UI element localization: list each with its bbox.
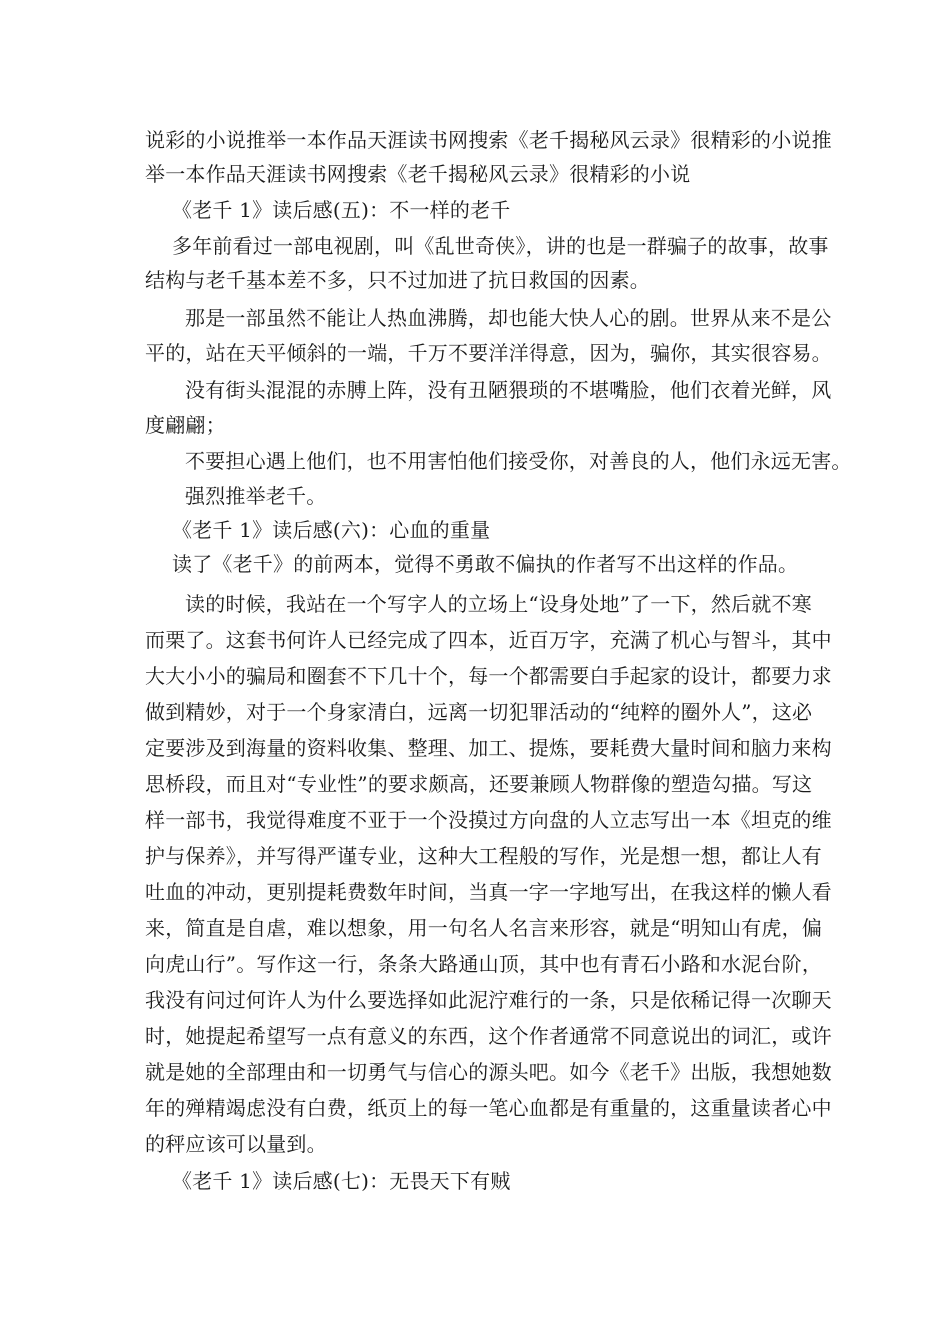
text-line: 没有街头混混的赤膊上阵，没有丑陋猥琐的不堪嘴脸，他们衣着光鲜，风 — [185, 378, 832, 402]
text-line: 年的殚精竭虑没有白费，纸页上的每一笔心血都是有重量的，这重量读者心中 — [145, 1096, 832, 1120]
text-line: 大大小小的骗局和圈套不下几十个，每一个都需要白手起家的设计，都要力求 — [145, 664, 832, 688]
text-line: 的秤应该可以量到。 — [145, 1132, 327, 1156]
text-line: 向虎山行”。写作这一行，条条大路通山顶，其中也有青石小路和水泥台阶， — [145, 952, 823, 976]
text-line: 护与保养》，并写得严谨专业，这种大工程般的写作，光是想一想，都让人有 — [145, 844, 822, 868]
text-line: 说彩的小说推举一本作品天涯读书网搜索《老千揭秘风云录》很精彩的小说推 — [145, 128, 832, 152]
text-line: 结构与老千基本差不多，只不过加进了抗日救国的因素。 — [145, 268, 650, 292]
text-line: 举一本作品天涯读书网搜索《老千揭秘风云录》很精彩的小说 — [145, 162, 691, 186]
text-line: 就是她的全部理由和一切勇气与信心的源头吧。如今《老千》出版，我想她数 — [145, 1060, 832, 1084]
text-line: 那是一部虽然不能让人热血沸腾，却也能大快人心的剧。世界从来不是公 — [185, 306, 832, 330]
section-heading: 《老千 1》读后感(七)：无畏天下有贼 — [172, 1169, 511, 1193]
text-line: 多年前看过一部电视剧，叫《乱世奇侠》，讲的也是一群骗子的故事，故事 — [172, 234, 829, 258]
text-line: 不要担心遇上他们，也不用害怕他们接受你，对善良的人，他们永远无害。 — [185, 449, 852, 473]
text-line: 度翩翩； — [145, 413, 226, 437]
section-heading: 《老千 1》读后感(六)：心血的重量 — [172, 518, 491, 542]
text-line: 读了《老千》的前两本，觉得不勇敢不偏执的作者写不出这样的作品。 — [172, 552, 799, 576]
text-line: 时，她提起希望写一点有意义的东西，这个作者通常不同意说出的词汇，或许 — [145, 1024, 832, 1048]
text-line: 来，简直是自虐，难以想象，用一句名人名言来形容，就是“明知山有虎，偏 — [145, 916, 823, 940]
text-line: 样一部书，我觉得难度不亚于一个没摸过方向盘的人立志写出一本《坦克的维 — [145, 808, 832, 832]
text-line: 定要涉及到海量的资料收集、整理、加工、提炼，要耗费大量时间和脑力来构 — [145, 736, 832, 760]
section-heading: 《老千 1》读后感(五)：不一样的老千 — [172, 198, 511, 222]
text-line: 我没有问过何许人为什么要选择如此泥泞难行的一条，只是依稀记得一次聊天 — [145, 988, 832, 1012]
text-line: 读的时候，我站在一个写字人的立场上“设身处地”了一下，然后就不寒 — [185, 592, 812, 616]
text-line: 做到精妙，对于一个身家清白，远离一切犯罪活动的“纯粹的圈外人”，这必 — [145, 700, 813, 724]
text-line: 思桥段，而且对“专业性”的要求颇高，还要兼顾人物群像的塑造勾描。写这 — [145, 772, 813, 796]
text-line: 强烈推举老千。 — [185, 484, 327, 508]
text-line: 吐血的冲动，更别提耗费数年时间，当真一字一字地写出，在我这样的懒人看 — [145, 880, 832, 904]
text-line: 而栗了。这套书何许人已经完成了四本，近百万字，充满了机心与智斗，其中 — [145, 628, 832, 652]
text-line: 平的，站在天平倾斜的一端，千万不要洋洋得意，因为，骗你，其实很容易。 — [145, 341, 832, 365]
